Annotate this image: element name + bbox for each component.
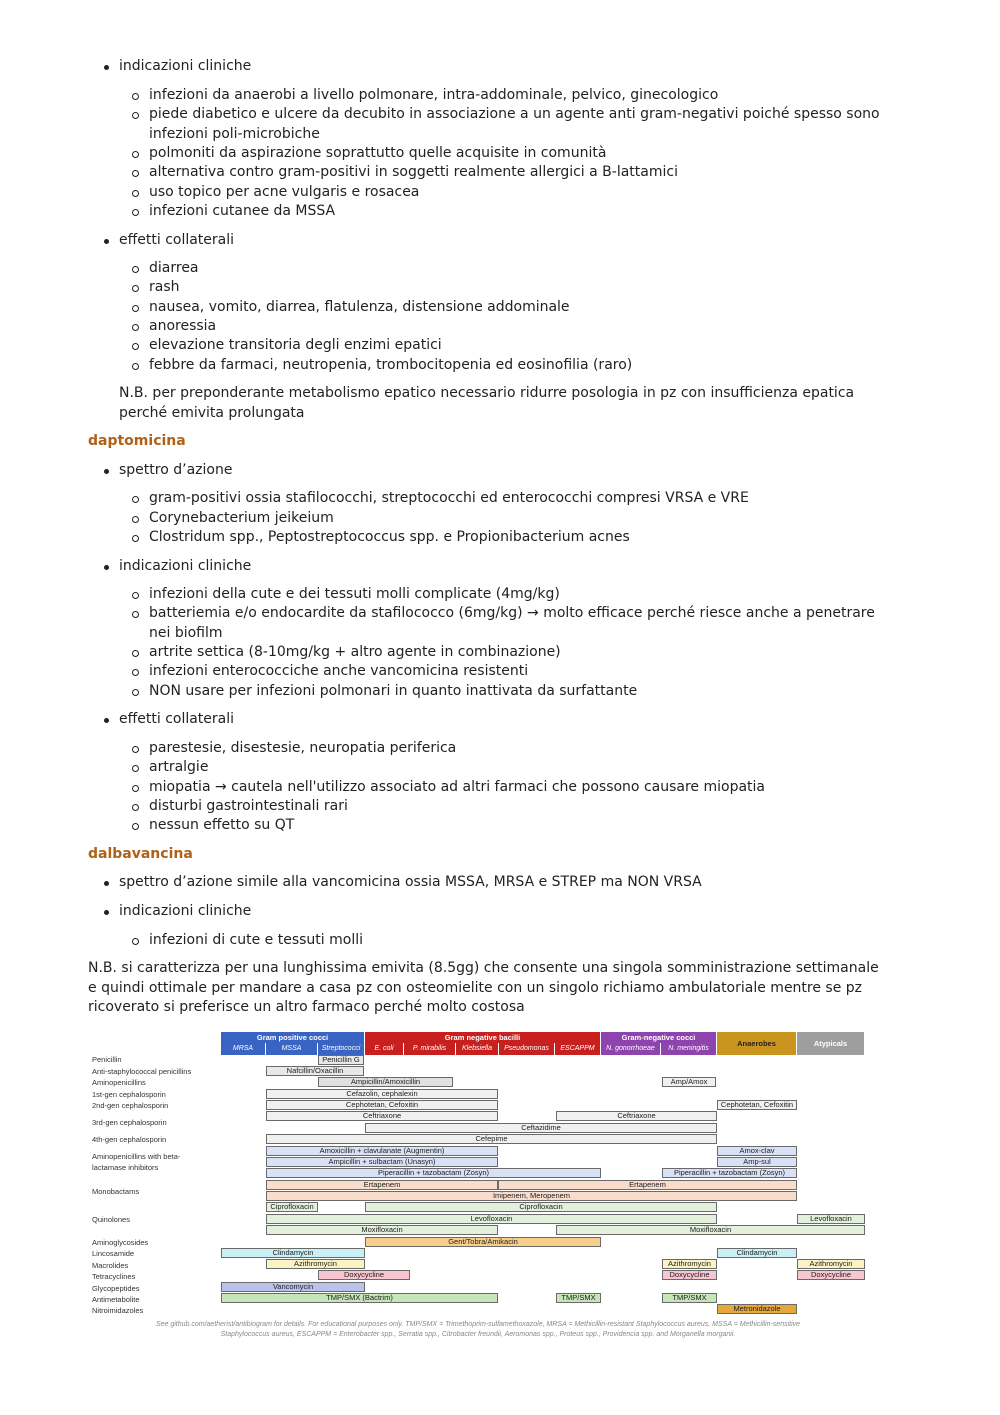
bullet-spettro: spettro d’azione xyxy=(119,461,232,481)
list-item: infezioni di cute e tessuti molli xyxy=(149,931,363,951)
drug-bar: Cefazolin, cephalexin xyxy=(266,1089,498,1099)
list-item: infezioni della cute e dei tessuti molli complicate (4mg/kg) xyxy=(149,585,560,605)
organism-header: MRSA xyxy=(221,1043,265,1055)
drug-bar: Amox-clav xyxy=(717,1146,797,1156)
row-label: Nitroimidazoles xyxy=(92,1306,144,1315)
row-label: Monobactams xyxy=(92,1187,140,1196)
list-item: nausea, vomito, diarrea, flatulenza, distensione addominale xyxy=(149,298,570,318)
drug-bar: TMP/SMX xyxy=(662,1293,717,1303)
organism-header: Pseudomonas xyxy=(499,1043,554,1055)
drug-bar: Clindamycin xyxy=(717,1248,797,1258)
list-item: infezioni enterococciche anche vancomicina resistenti xyxy=(149,662,528,682)
row-label: 4th-gen cephalosporin xyxy=(92,1135,167,1144)
group-header: Gram positive cocci xyxy=(221,1032,364,1043)
drug-bar: Clindamycin xyxy=(221,1248,365,1258)
group-header: Gram-negative cocci xyxy=(601,1032,716,1043)
list-item: uso topico per acne vulgaris e rosacea xyxy=(149,183,419,203)
organism-header: N. meningitis xyxy=(661,1043,716,1055)
drug-bar: Piperacillin + tazobactam (Zosyn) xyxy=(266,1168,601,1178)
section-heading-dalbavancina: dalbavancina xyxy=(88,846,193,862)
list-item: batteriemia e/o endocardite da stafilococco (6mg/kg) → molto efficace perché riesce anche a penetrare nei biofilm xyxy=(149,604,889,643)
list-item: infezioni cutanee da MSSA xyxy=(149,202,335,222)
row-label: Aminopenicillins xyxy=(92,1078,146,1087)
drug-bar: Doxycycline xyxy=(318,1270,410,1280)
drug-bar: Imipenem, Meropenem xyxy=(266,1191,797,1201)
bullet-spettro: spettro d’azione simile alla vancomicina ossia MSSA, MRSA e STREP ma NON VRSA xyxy=(119,873,702,893)
list-item: diarrea xyxy=(149,259,199,279)
drug-bar: Levofloxacin xyxy=(266,1214,717,1224)
organism-header: ESCAPPM xyxy=(555,1043,600,1055)
organism-header: Streptococci xyxy=(318,1043,364,1055)
bullet-indicazioni: indicazioni cliniche xyxy=(119,902,251,922)
list-item: piede diabetico e ulcere da decubito in associazione a un agente anti gram-negativi poiché spesso sono infezioni poli-microbiche xyxy=(149,105,889,144)
list-item: infezioni da anaerobi a livello polmonare, intra-addominale, pelvico, ginecologico xyxy=(149,86,718,106)
row-label: 1st-gen cephalosporin xyxy=(92,1090,166,1099)
drug-bar: Cephotetan, Cefoxitin xyxy=(717,1100,797,1110)
organism-header: P. mirabilis xyxy=(404,1043,455,1055)
drug-bar: TMP/SMX xyxy=(556,1293,601,1303)
drug-bar: Amp/Amox xyxy=(662,1077,716,1087)
list-item: disturbi gastrointestinali rari xyxy=(149,797,348,817)
drug-bar: Ertapenem xyxy=(498,1180,797,1190)
drug-bar: Ampicillin/Amoxicillin xyxy=(318,1077,453,1087)
group-header: Anaerobes xyxy=(717,1032,796,1055)
list-item: Corynebacterium jeikeium xyxy=(149,509,334,529)
list-item: NON usare per infezioni polmonari in quanto inattivata da surfattante xyxy=(149,682,637,702)
list-item: polmoniti da aspirazione soprattutto quelle acquisite in comunità xyxy=(149,144,606,164)
row-label: Tetracyclines xyxy=(92,1272,136,1281)
list-item: rash xyxy=(149,278,180,298)
drug-bar: Amoxicillin + clavulanate (Augmentin) xyxy=(266,1146,498,1156)
bullet-indicazioni: indicazioni cliniche xyxy=(119,57,251,77)
list-item: artralgie xyxy=(149,758,208,778)
organism-header: Klebsiella xyxy=(456,1043,498,1055)
drug-bar: Azithromycin xyxy=(662,1259,717,1269)
drug-bar: Metronidazole xyxy=(717,1304,797,1314)
drug-bar: Azithromycin xyxy=(797,1259,865,1269)
list-item: elevazione transitoria degli enzimi epatici xyxy=(149,336,442,356)
row-label: 3rd-gen cephalosporin xyxy=(92,1118,167,1127)
drug-bar: Ampicillin + sulbactam (Unasyn) xyxy=(266,1157,498,1167)
section-heading-daptomicina: daptomicina xyxy=(88,433,186,449)
drug-bar: Nafcillin/Oxacillin xyxy=(266,1066,364,1076)
drug-bar: Ceftazidime xyxy=(365,1123,717,1133)
drug-bar: Doxycycline xyxy=(797,1270,865,1280)
list-item: anoressia xyxy=(149,317,216,337)
drug-bar: TMP/SMX (Bactrim) xyxy=(221,1293,498,1303)
row-label: Anti-staphylococcal penicillins xyxy=(92,1067,192,1076)
drug-bar: Amp-sul xyxy=(717,1157,797,1167)
drug-bar: Doxycycline xyxy=(662,1270,717,1280)
antibiogram-figure xyxy=(88,1030,868,1345)
drug-bar: Azithromycin xyxy=(266,1259,365,1269)
row-label: Glycopeptides xyxy=(92,1284,140,1293)
row-label: lactamase inhibitors xyxy=(92,1163,159,1172)
note-paragraph: N.B. si caratterizza per una lunghissima emivita (8.5gg) che consente una singola somministrazione settimanale e quindi ottimale per mandare a casa pz con osteomielite con un singolo richiamo ambulatoriale mentre se pz ricoverato si preferisce un altro farmaco perché molto costosa xyxy=(88,960,879,1015)
drug-bar: Ceftriaxone xyxy=(556,1111,717,1121)
bullet-effetti: effetti collaterali xyxy=(119,710,234,730)
list-item: Clostridum spp., Peptostreptococcus spp. e Propionibacterium acnes xyxy=(149,528,630,548)
drug-bar: Moxifloxacin xyxy=(556,1225,865,1235)
organism-header: E. coli xyxy=(365,1043,403,1055)
drug-bar: Cephotetan, Cefoxitin xyxy=(266,1100,498,1110)
row-label: Macrolides xyxy=(92,1261,129,1270)
drug-bar: Moxifloxacin xyxy=(266,1225,498,1235)
drug-bar: Gent/Tobra/Amikacin xyxy=(365,1237,601,1247)
list-item: febbre da farmaci, neutropenia, trombocitopenia ed eosinofilia (raro) xyxy=(149,356,632,376)
row-label: Aminoglycosides xyxy=(92,1238,149,1247)
bullet-effetti: effetti collaterali xyxy=(119,231,234,251)
drug-bar: Ceftriaxone xyxy=(266,1111,498,1121)
drug-bar: Cefepime xyxy=(266,1134,717,1144)
drug-bar: Ciprofloxacin xyxy=(266,1202,318,1212)
group-header: Gram negative bacilli xyxy=(365,1032,600,1043)
figure-caption: See github.com/aetherist/antibiogram for details. For educational purposes only. TMP/SMX = Trimethoprim-sulfamethoxazole, MRSA = Methicillin-resistant Staphylococcus aureus, MSSA = Methicillin-sensitive xyxy=(155,1321,801,1328)
list-item: miopatia → cautela nell'utilizzo associato ad altri farmaci che possono causare miopatia xyxy=(149,778,765,798)
list-item: artrite settica (8-10mg/kg + altro agente in combinazione) xyxy=(149,643,561,663)
drug-bar: Levofloxacin xyxy=(797,1214,865,1224)
drug-bar: Piperacillin + tazobactam (Zosyn) xyxy=(662,1168,797,1178)
drug-bar: Vancomycin xyxy=(221,1282,365,1292)
row-label: Aminopenicillins with beta- xyxy=(92,1152,181,1161)
bullet-indicazioni: indicazioni cliniche xyxy=(119,557,251,577)
list-item: nessun effetto su QT xyxy=(149,816,294,836)
row-label: Lincosamide xyxy=(92,1249,135,1258)
organism-header: MSSA xyxy=(266,1043,317,1055)
note-paragraph: N.B. per preponderante metabolismo epatico necessario ridurre posologia in pz con insufficienza epatica perché emivita prolungata xyxy=(119,385,855,421)
row-label: Quinolones xyxy=(92,1215,130,1224)
row-label: Antimetabolite xyxy=(92,1295,140,1304)
group-header: Atypicals xyxy=(797,1032,864,1055)
list-item: alternativa contro gram-positivi in soggetti realmente allergici a B-lattamici xyxy=(149,163,678,183)
row-label: Penicillin xyxy=(92,1055,122,1064)
drug-bar: Ertapenem xyxy=(266,1180,498,1190)
list-item: gram-positivi ossia stafilococchi, streptococchi ed enterococchi compresi VRSA e VRE xyxy=(149,489,749,509)
organism-header: N. gonorrhoeae xyxy=(601,1043,660,1055)
figure-caption: Staphylococcus aureus, ESCAPPM = Enterobacter spp., Serratia spp., Citrobacter freundii, Aeromonas spp., Proteus spp., Providencia spp. and Morganella morganii. xyxy=(220,1331,736,1338)
row-label: 2nd-gen cephalosporin xyxy=(92,1101,169,1110)
list-item: parestesie, disestesie, neuropatia periferica xyxy=(149,739,456,759)
drug-bar: Penicillin G xyxy=(318,1055,364,1065)
drug-bar: Ciprofloxacin xyxy=(365,1202,717,1212)
